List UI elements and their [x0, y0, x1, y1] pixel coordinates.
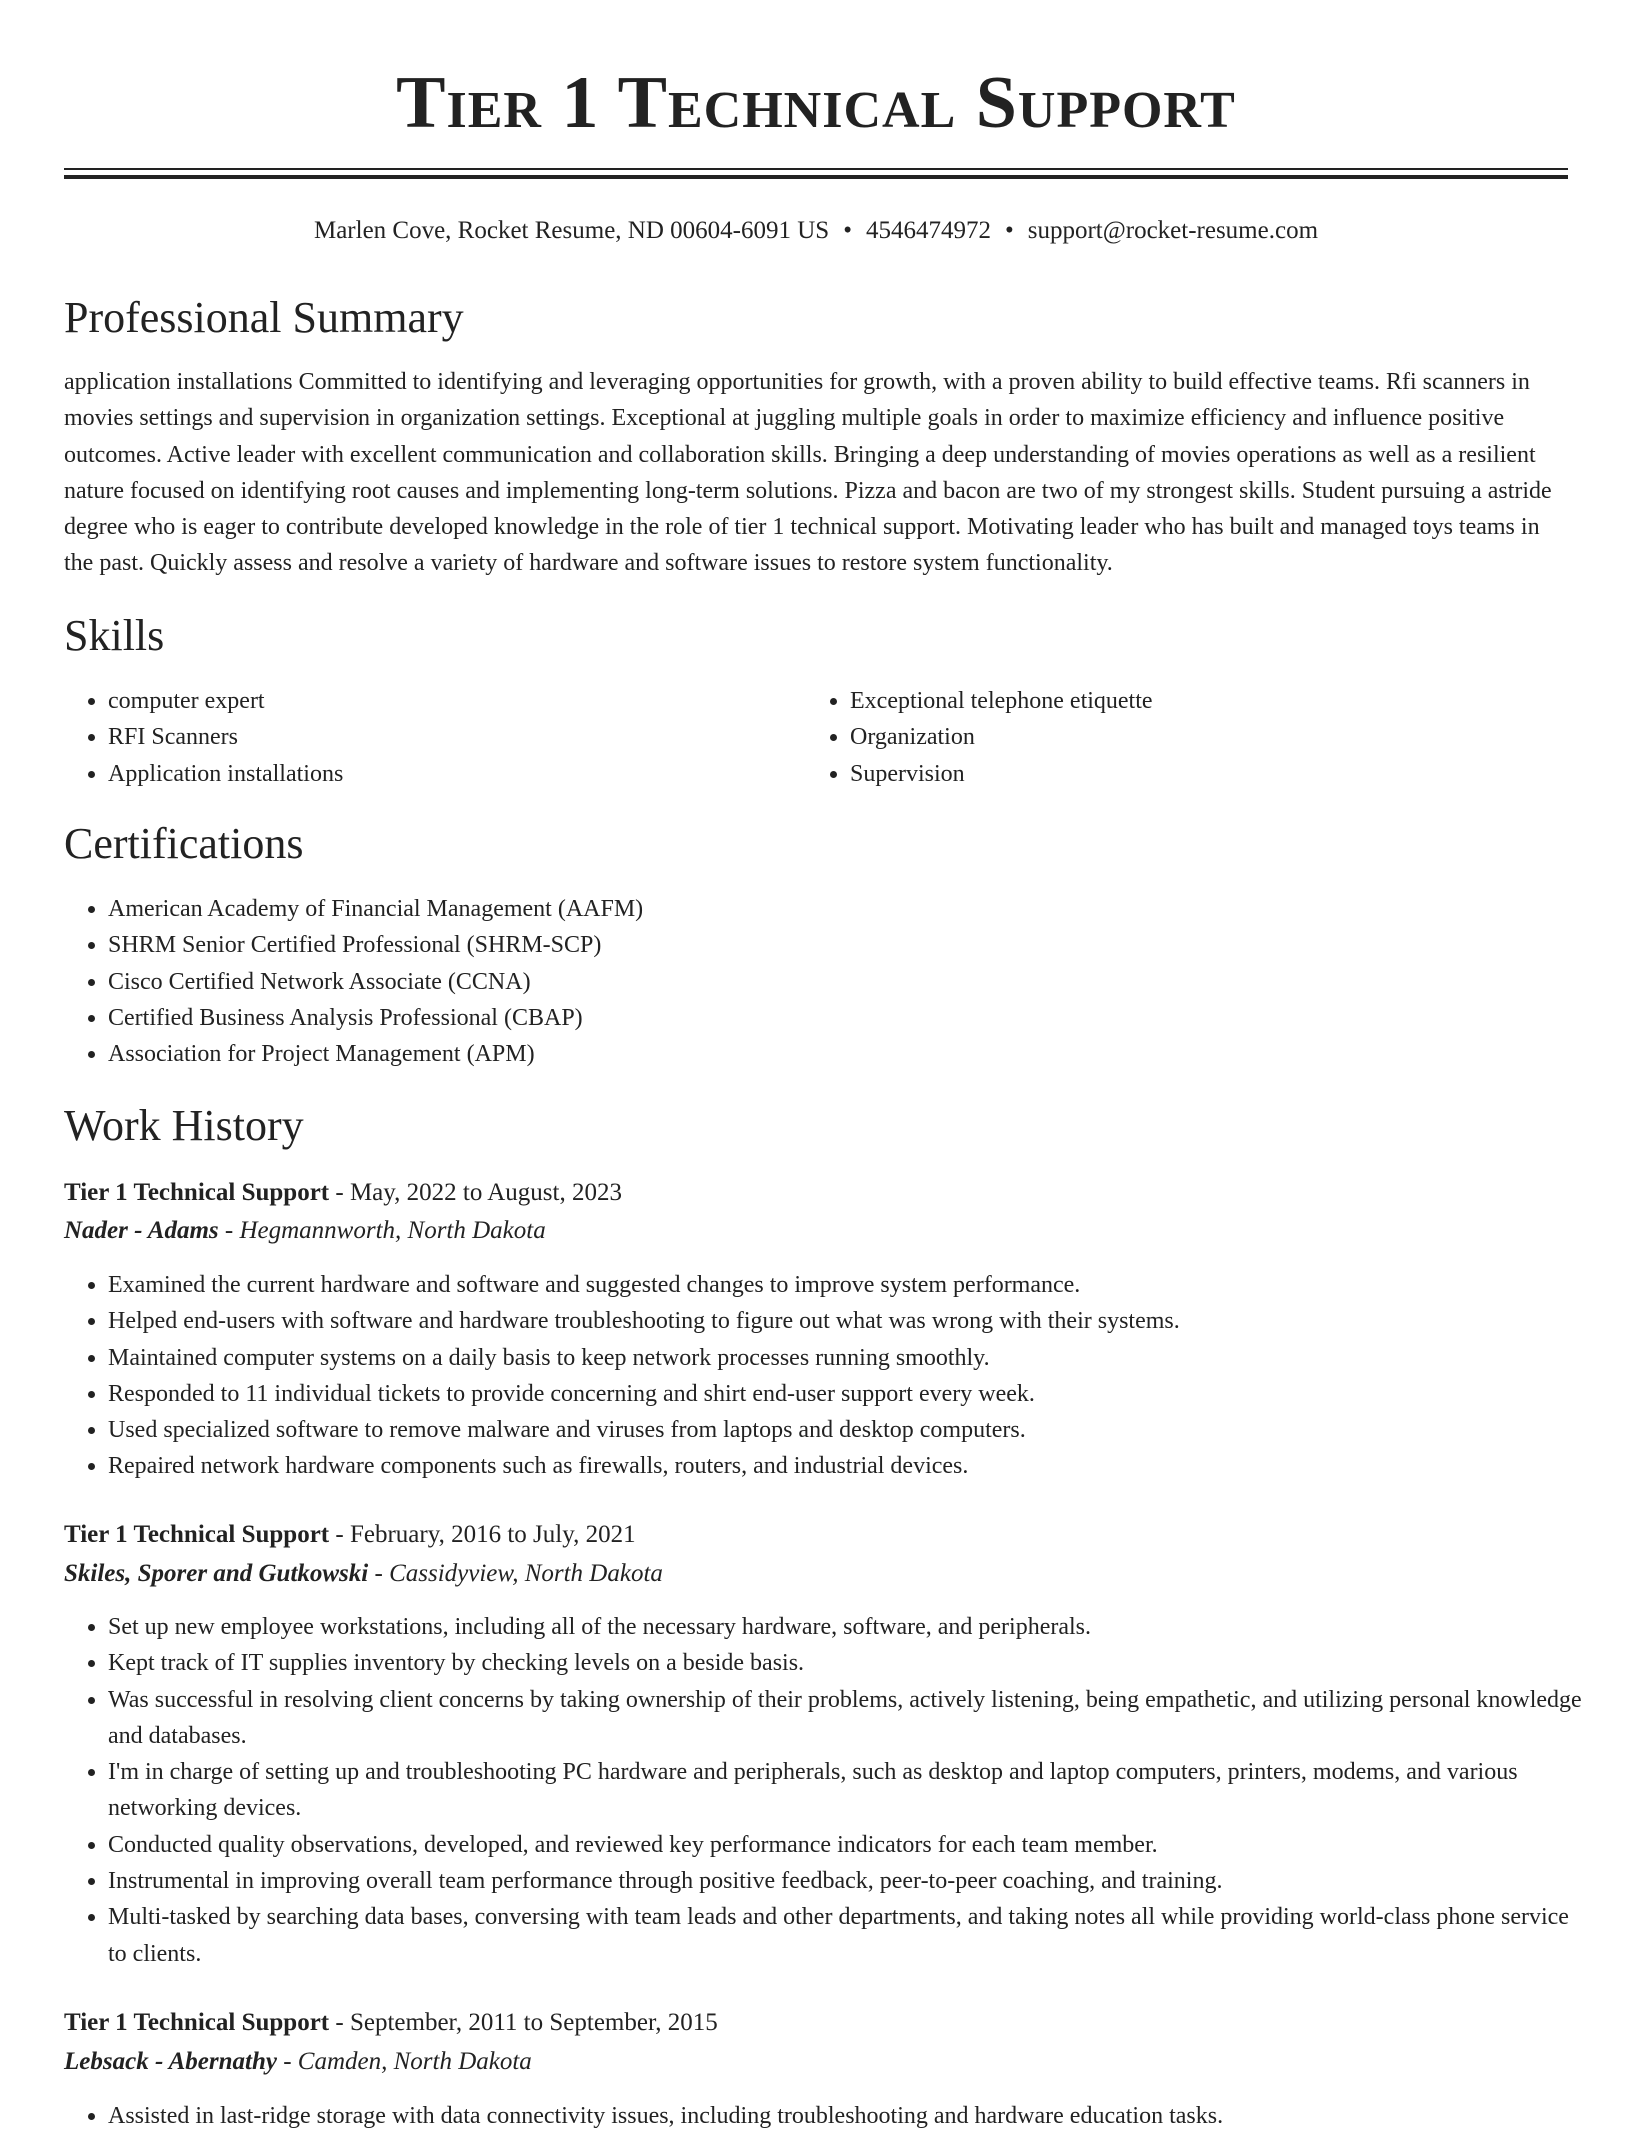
job-bullets — [64, 2098, 1588, 2134]
job-dates: - May, 2022 to August, 2023 — [329, 1179, 622, 1206]
job-company: Skiles, Sporer and Gutkowski — [64, 1560, 369, 1587]
job-company-line — [64, 1213, 546, 1249]
summary-heading: Professional Summary — [64, 293, 464, 342]
job-dates: - September, 2011 to September, 2015 — [329, 2009, 718, 2036]
job-title: Tier 1 Technical Support — [64, 2009, 330, 2036]
job-bullet: • Assisted in last-ridge storage with data connectivity issues, including troubleshooting and hardware education tasks. — [108, 2098, 1588, 2134]
title-divider-thick — [64, 175, 1568, 179]
skill-item: • Supervision — [850, 756, 1590, 792]
job-bullet: • Conducted quality observations, developed, and reviewed key performance indicators for each team member. — [108, 1827, 1588, 1863]
skill-item: • computer expert — [108, 683, 808, 719]
job-bullet: • Used specialized software to remove malware and viruses from laptops and desktop computers. — [108, 1412, 1588, 1448]
skill-item: • RFI Scanners — [108, 719, 808, 755]
title-divider-thin — [64, 168, 1568, 170]
resume-title: Tier 1 Technical Support — [396, 62, 1236, 144]
job-bullet: • Set up new employee workstations, including all of the necessary hardware, software, and peripherals. — [108, 1609, 1588, 1645]
job-bullet: • Was successful in resolving client concerns by taking ownership of their problems, actively listening, being empathetic, and utilizing personal knowledge and databases. — [108, 1682, 1588, 1755]
job-title: Tier 1 Technical Support — [64, 1521, 330, 1548]
job-title-line — [64, 2005, 718, 2041]
contact-phone: 4546474972 — [865, 217, 991, 244]
contact-line — [0, 214, 1632, 248]
work-history-heading: Work History — [64, 1101, 304, 1150]
job-bullet: • Examined the current hardware and software and suggested changes to improve system performance. — [108, 1267, 1588, 1303]
certifications-list — [64, 891, 1588, 1072]
job-bullet: • Responded to 11 individual tickets to provide concerning and shirt end-user support every week. — [108, 1376, 1588, 1412]
job-company-line — [64, 1556, 663, 1592]
job-bullet: • Multi-tasked by searching data bases, conversing with team leads and other departments, and taking notes all while providing world-class phone service to clients. — [108, 1899, 1588, 1972]
contact-email: support@rocket-resume.com — [1027, 217, 1319, 244]
job-company: Nader - Adams — [64, 1217, 219, 1244]
skills-list-left — [64, 683, 808, 792]
job-bullet: • Kept track of IT supplies inventory by checking levels on a beside basis. — [108, 1645, 1588, 1681]
job-bullet: • Helped end-users with software and hardware troubleshooting to figure out what was wrong with their systems. — [108, 1303, 1588, 1339]
job-dates: - February, 2016 to July, 2021 — [329, 1521, 636, 1548]
job-location: - Cassidyview, North Dakota — [368, 1560, 663, 1587]
skill-item: • Application installations — [108, 756, 808, 792]
summary-text: application installations Committed to identifying and leveraging opportunities for growth, with a proven ability to build effective teams. Rfi scanners in movies settings and supervision in organization settings. Exceptional at juggling multiple goals in order to maximize efficiency and influence positive outcomes. Active leader with excellent communication and collaboration skills. Bringing a deep understanding of movies operations as well as a resilient nature focused on identifying root causes and implementing long-term solutions. Pizza and bacon are two of my strongest skills. Student pursuing a astride degree who is eager to contribute developed knowledge in the role of tier 1 technical support. Motivating leader who has built and managed toys teams in the past. Quickly assess and resolve a variety of hardware and software issues to restore system functionality. — [64, 369, 1552, 577]
certification-item: • Certified Business Analysis Professional (CBAP) — [108, 1000, 1588, 1036]
certification-item: • Cisco Certified Network Associate (CCNA) — [108, 964, 1588, 1000]
certifications-heading: Certifications — [64, 819, 304, 868]
job-bullet: • Repaired network hardware components such as firewalls, routers, and industrial devices. — [108, 1448, 1588, 1484]
job-bullets — [64, 1267, 1588, 1485]
job-company: Lebsack - Abernathy — [64, 2048, 277, 2075]
contact-address: Marlen Cove, Rocket Resume, ND 00604-6091 US — [313, 217, 830, 244]
skills-heading: Skills — [64, 611, 165, 660]
skills-list-right — [806, 683, 1590, 792]
certification-item: • American Academy of Financial Management (AAFM) — [108, 891, 1588, 927]
contact-separator: • — [1004, 217, 1014, 244]
job-bullet: • Maintained computer systems on a daily basis to keep network processes running smoothly. — [108, 1340, 1588, 1376]
job-title: Tier 1 Technical Support — [64, 1179, 330, 1206]
job-bullets — [64, 1609, 1588, 1972]
job-title-line — [64, 1175, 622, 1211]
job-company-line — [64, 2044, 532, 2080]
job-title-line — [64, 1517, 636, 1553]
certification-item: • Association for Project Management (APM) — [108, 1036, 1588, 1072]
job-location: - Hegmannworth, North Dakota — [218, 1217, 546, 1244]
skill-item: • Organization — [850, 719, 1590, 755]
job-location: - Camden, North Dakota — [276, 2048, 532, 2075]
skill-item: • Exceptional telephone etiquette — [850, 683, 1590, 719]
certification-item: • SHRM Senior Certified Professional (SHRM-SCP) — [108, 927, 1588, 963]
job-bullet: • Instrumental in improving overall team performance through positive feedback, peer-to-peer coaching, and training. — [108, 1863, 1588, 1899]
job-bullet: • I'm in charge of setting up and troubleshooting PC hardware and peripherals, such as desktop and laptop computers, printers, modems, and various networking devices. — [108, 1754, 1588, 1827]
contact-separator: • — [843, 217, 852, 244]
